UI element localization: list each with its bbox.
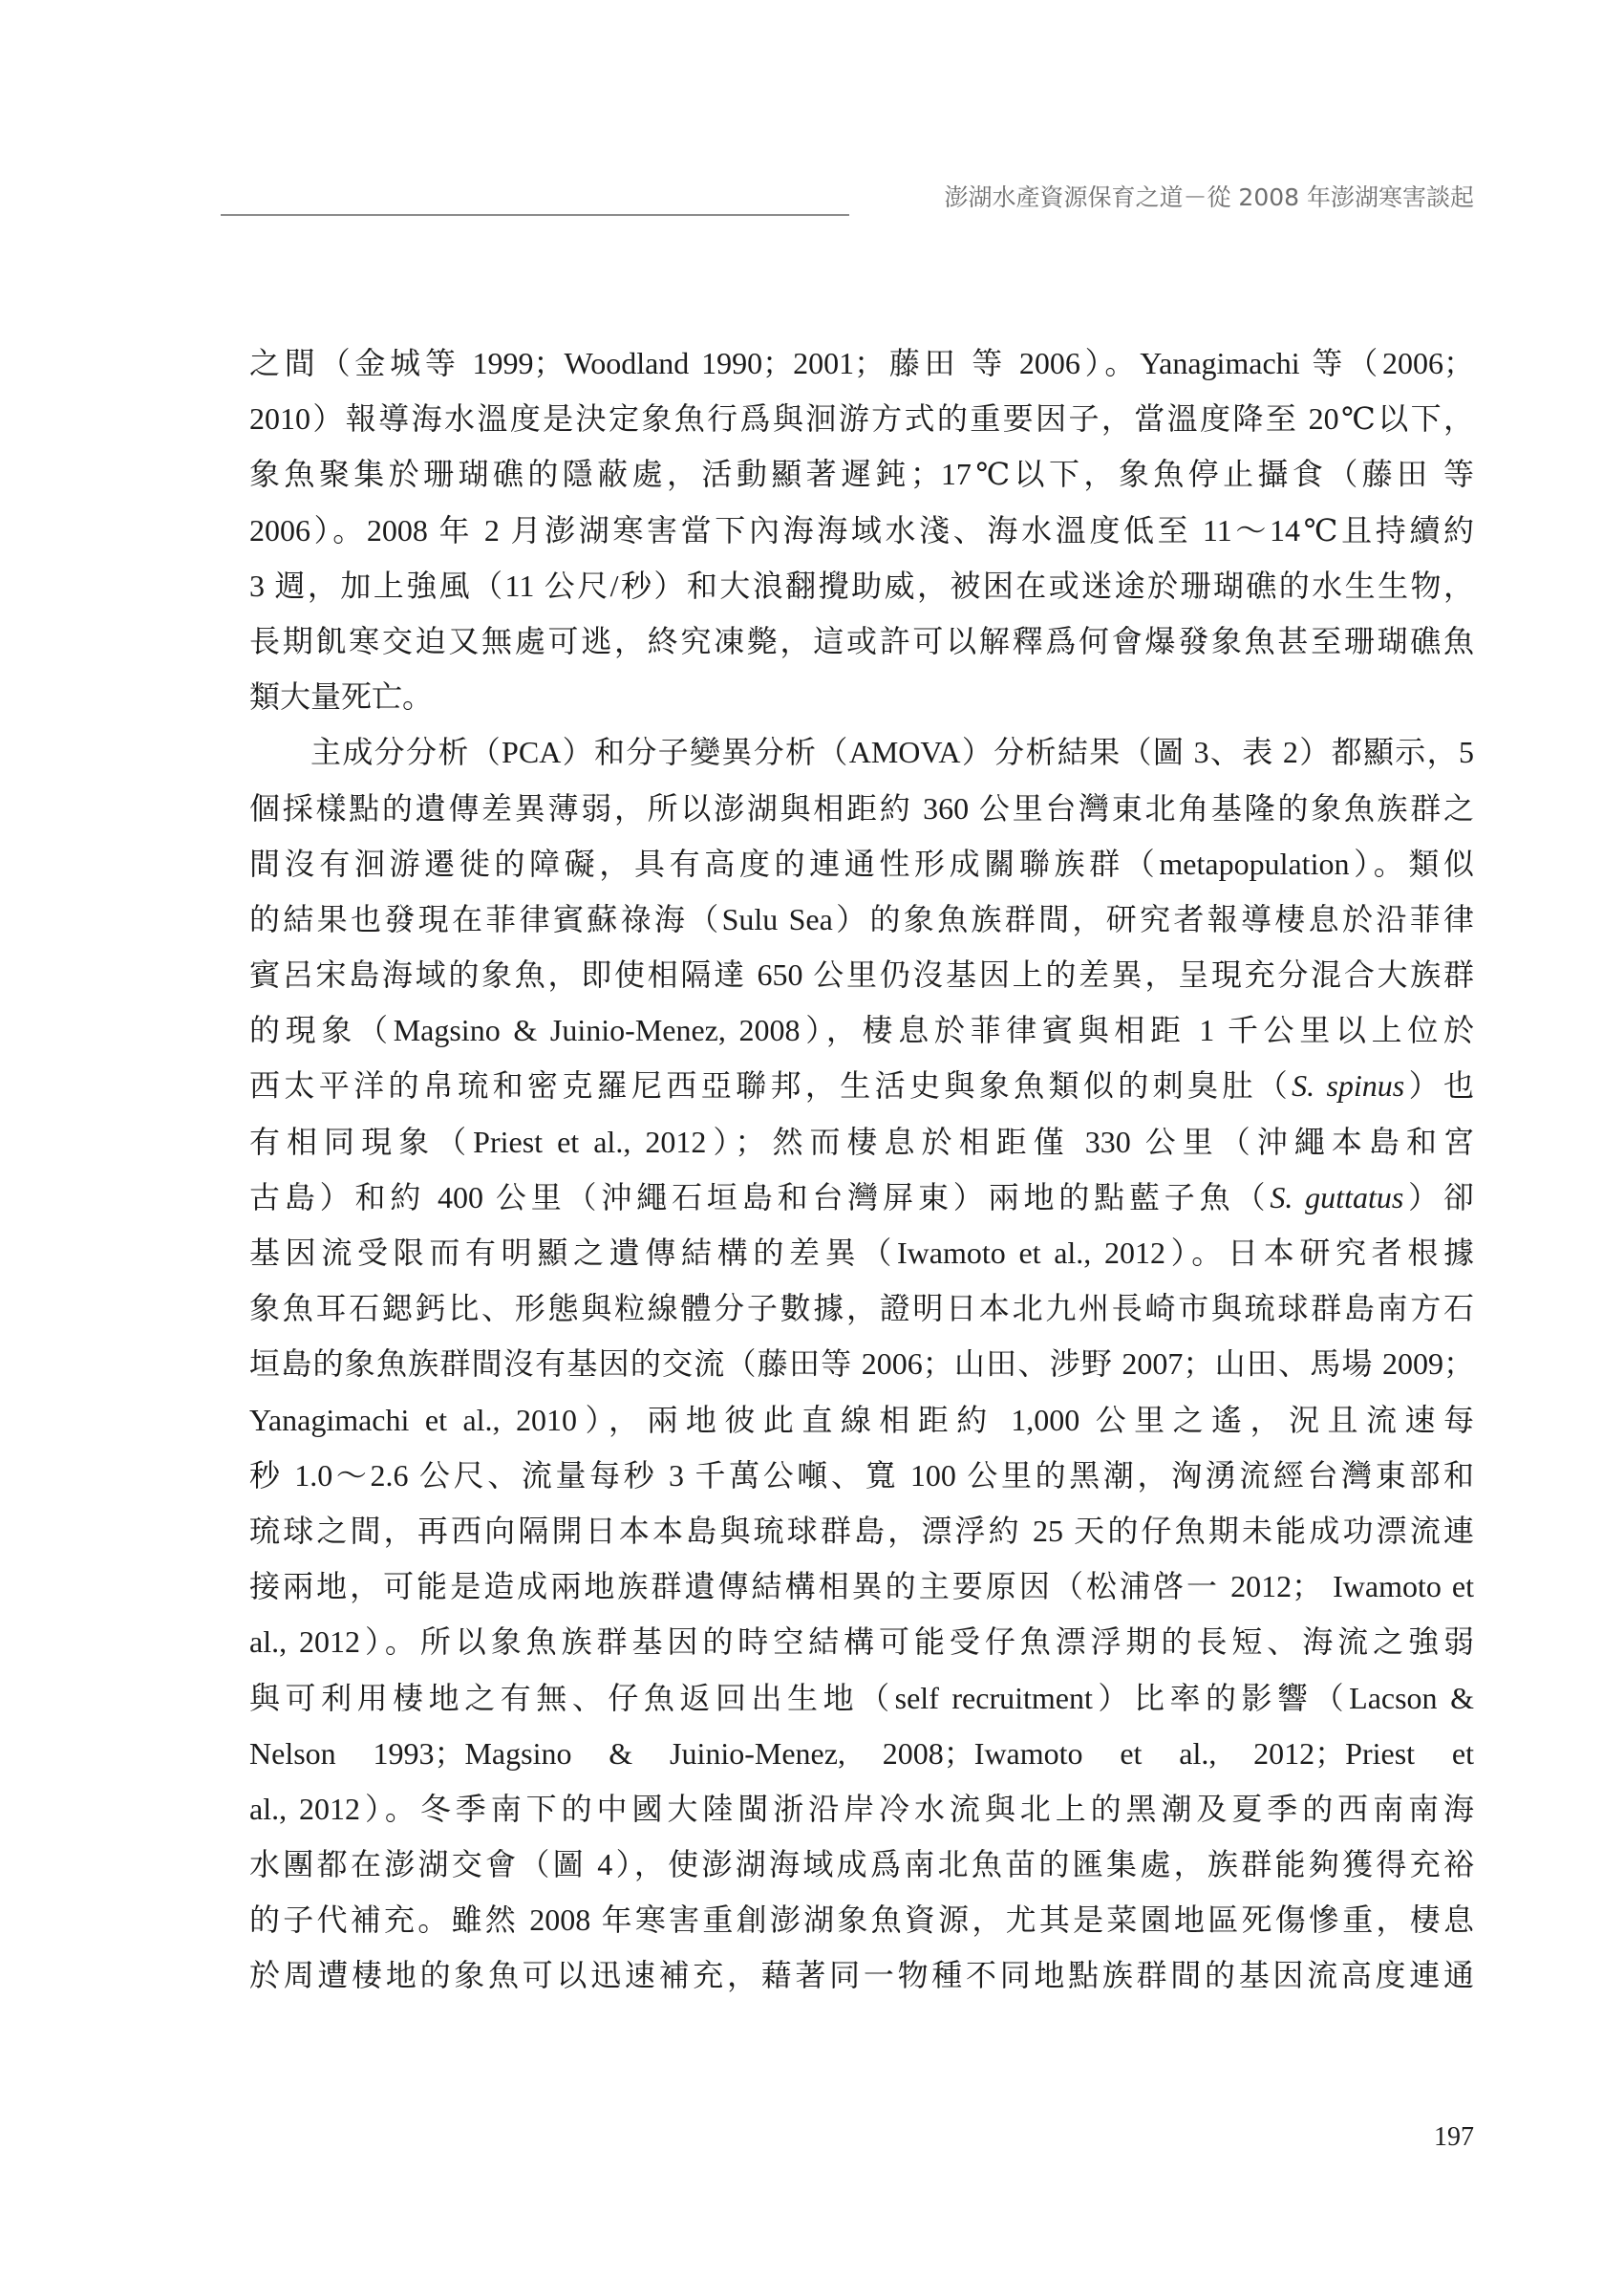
paragraph <box>249 335 1474 724</box>
text-line: 於周遭棲地的象魚可以迅速補充，藉著同一物種不同地點族群間的基因流高度連通 <box>249 1958 1474 1993</box>
text-line: 2010）報導海水溫度是決定象魚行爲與洄游方式的重要因子，當溫度降至 20℃以下， <box>249 401 1474 437</box>
page-number: 197 <box>1434 2122 1474 2152</box>
text-line: 基因流受限而有明顯之遺傳結構的差異（Iwamoto et al., 2012）。日本研究者根據 <box>249 1236 1474 1270</box>
text-line: 秒 1.0～2.6 公尺、流量每秒 3 千萬公噸、寬 100 公里的黑潮，洶湧流經台灣東部和 <box>249 1457 1474 1493</box>
paragraph <box>249 724 1474 2003</box>
text-run: ）也 <box>1404 1068 1474 1104</box>
text-line <box>249 1170 1474 1225</box>
text-line: 與可利用棲地之有無、仔魚返回出生地（self recruitment）比率的影響（Lacson & <box>249 1680 1474 1715</box>
text-line: 象魚聚集於珊瑚礁的隱蔽處，活動顯著遲鈍；17℃以下，象魚停止攝食（藤田 等 <box>249 457 1474 492</box>
text-line: 琉球之間，再西向隔開日本本島與琉球群島，漂浮約 25 天的仔魚期未能成功漂流連 <box>249 1513 1474 1548</box>
text-line: 賓呂宋島海域的象魚，即使相隔達 650 公里仍沒基因上的差異，呈現充分混合大族群 <box>249 957 1474 993</box>
text-line: 的結果也發現在菲律賓蘇祿海（Sulu Sea）的象魚族群間，研究者報導棲息於沿菲律 <box>249 901 1474 936</box>
text-run: 西太平洋的帛琉和密克羅尼西亞聯邦，生活史與象魚類似的刺臭肚（ <box>249 1068 1293 1104</box>
text-run: ）卻 <box>1403 1179 1474 1214</box>
text-line: Nelson 1993；Magsino & Juinio-Menez, 2008；Iwamoto et al., 2012；Priest et <box>249 1735 1474 1771</box>
text-run: 古島）和約 400 公里（沖繩石垣島和台灣屏東）兩地的點藍子魚（ <box>249 1179 1271 1214</box>
text-line: 的現象（Magsino & Juinio-Menez, 2008），棲息於菲律賓與相距 1 千公里以上位於 <box>249 1013 1474 1048</box>
text-line: 類大量死亡。 <box>249 679 434 715</box>
text-line: Yanagimachi et al., 2010），兩地彼此直線相距約 1,000 公里之遙，況且流速每 <box>249 1402 1474 1437</box>
text-line: 的子代補充。雖然 2008 年寒害重創澎湖象魚資源，尤其是菜園地區死傷慘重，棲息 <box>249 1902 1474 1938</box>
text-line: 個採樣點的遺傳差異薄弱，所以澎湖與相距約 360 公里台灣東北角基隆的象魚族群之 <box>249 790 1474 826</box>
text-line: 之間（金城等 1999；Woodland 1990；2001；藤田 等 2006）。Yanagimachi 等（2006； <box>249 346 1474 380</box>
text-line: 有相同現象（Priest et al., 2012）；然而棲息於相距僅 330 公里（沖繩本島和宮 <box>249 1124 1474 1159</box>
text-line: 接兩地，可能是造成兩地族群遺傳結構相異的主要原因（松浦啓一 2012； Iwamoto et <box>249 1569 1474 1604</box>
body-text <box>249 335 1474 2004</box>
text-line <box>249 1058 1474 1113</box>
text-line: 長期飢寒交迫又無處可逃，終究凍斃，這或許可以解釋爲何會爆發象魚甚至珊瑚礁魚 <box>249 623 1474 658</box>
text-line: 間沒有洄游遷徙的障礙，具有高度的連通性形成關聯族群（metapopulation）。類似 <box>249 846 1474 881</box>
header-rule <box>221 214 849 216</box>
species-name: S. spinus <box>1292 1068 1405 1104</box>
text-line: al., 2012）。所以象魚族群基因的時空結構可能受仔魚漂浮期的長短、海流之強弱 <box>249 1624 1474 1660</box>
text-line: 3 週，加上強風（11 公尺/秒）和大浪翻攪助威，被困在或迷途於珊瑚礁的水生生物， <box>249 568 1474 603</box>
text-line: 垣島的象魚族群間沒有基因的交流（藤田等 2006；山田、涉野 2007；山田、馬場 2009； <box>249 1346 1474 1382</box>
text-line: 2006）。2008 年 2 月澎湖寒害當下內海海域水淺、海水溫度低至 11～14℃且持續約 <box>249 512 1474 548</box>
species-name: S. guttatus <box>1270 1179 1404 1214</box>
running-title: 澎湖水產資源保育之道－從 2008 年澎湖寒害談起 <box>944 183 1474 211</box>
text-line: 主成分分析（PCA）和分子變異分析（AMOVA）分析結果（圖 3、表 2）都顯示，5 <box>310 735 1474 770</box>
text-line: al., 2012）。冬季南下的中國大陸閩浙沿岸冷水流與北上的黑潮及夏季的西南南海 <box>249 1791 1474 1826</box>
text-line: 象魚耳石鍶鈣比、形態與粒線體分子數據，證明日本北九州長崎市與琉球群島南方石 <box>249 1291 1474 1326</box>
text-line: 水團都在澎湖交會（圖 4），使澎湖海域成爲南北魚苗的匯集處，族群能夠獲得充裕 <box>249 1847 1474 1882</box>
